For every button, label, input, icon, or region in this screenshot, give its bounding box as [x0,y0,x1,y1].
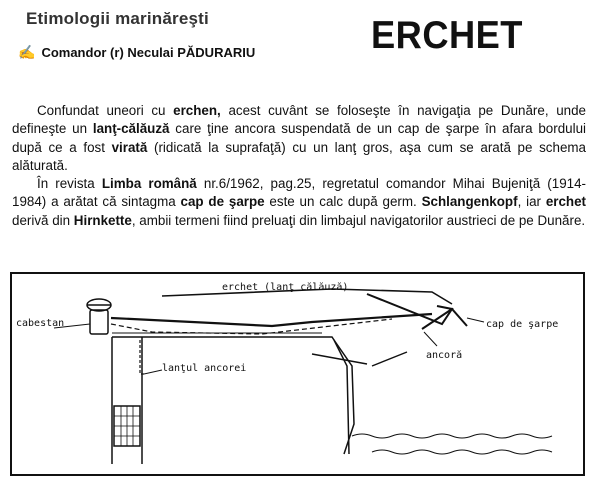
anchor-shank [367,294,452,324]
series-title: Etimologii marinăreşti [26,9,209,28]
label-cap-de-sarpe: cap de şarpe [486,319,559,330]
bold-term: Hirnkette [73,212,132,228]
bold-term: virată [111,139,148,155]
label-ancora: ancoră [426,350,463,361]
diagram-drawing [12,274,579,470]
label-erchet: erchet (lanţ călăuză) [222,282,349,293]
bow-inner [334,340,354,454]
leader-lantul [144,370,162,374]
water-line-2 [372,450,552,454]
text-run: , ambii termeni fiind preluaţi din limbajul navigatorilor austrieci de pe Dunăre. [131,212,586,228]
article-body [12,102,586,230]
text-run: este un calc după germ. [264,194,422,210]
author-line [18,44,255,61]
leader-cap [467,318,484,322]
text-run: derivă din [12,212,74,228]
text-run: Confundat uneori cu [37,103,174,118]
text-run: acest cuvânt se foloseşte în navigaţia pe Dunăre, unde defineşte un [12,103,586,137]
text-run: (ridicată la suprafaţă) cu un lanţ gros, aşa cum se arată pe schema alăturată. [12,139,586,173]
capstan-body [90,310,108,334]
chain-locker-grid [114,406,140,446]
pen-icon: ✍ [18,44,36,60]
label-lantul-ancorei: lanţul ancorei [162,363,247,374]
paragraph-2 [12,175,586,230]
bold-term: cap de şarpe [180,194,265,210]
bold-term: erchen, [173,103,221,118]
anchor-stock [372,352,407,366]
author-name: Comandor (r) Neculai PĂDURARIU [41,45,256,60]
guide-chain-line [111,319,392,334]
text-run: nr.6/1962, pag.25, regretatul comandor Mihai Bujeniţă (1914-1984) a arătat că sintagma [12,176,586,210]
bold-term: Schlangenkopf [421,194,518,210]
anchor-diagram [10,272,585,476]
leader-ancora [424,332,437,346]
article-title: ERCHET [371,14,523,57]
bold-term: Limba română [101,176,197,192]
text-run: care ţine ancora suspendată de un cap de şarpe în afara bordului după ce a fost [12,121,586,155]
bold-term: lanţ-călăuză [92,121,170,137]
text-run: În revista [37,176,102,192]
anchor-pendant [312,354,367,364]
water-line-1 [352,434,552,438]
text-run: , iar [517,194,546,210]
label-cabestan: cabestan [16,318,65,329]
paragraph-1 [12,102,586,175]
bold-term: erchet [545,194,587,210]
